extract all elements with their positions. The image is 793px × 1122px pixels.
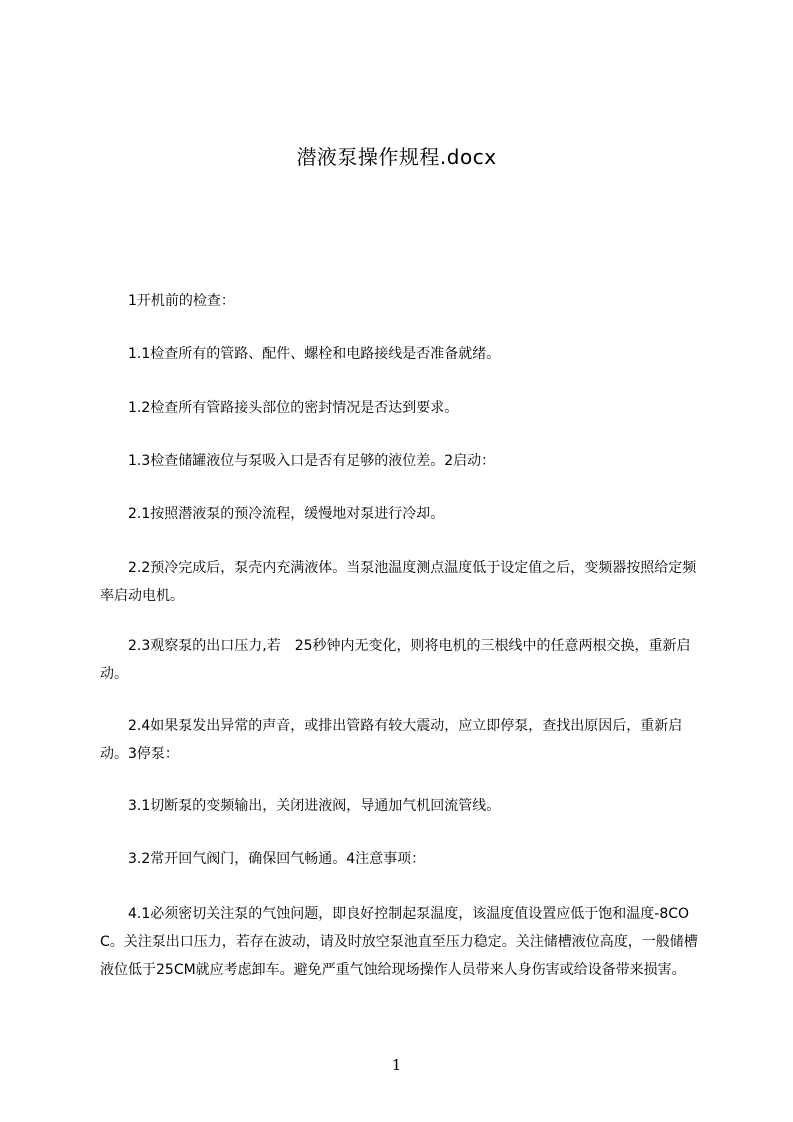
paragraph-1: 1开机前的检查： — [100, 293, 235, 309]
paragraph-2-4: 2.4如果泵发出异常的声音，或排出管路有较大震动，应立即停泵，查找出原因后，重新启动。3停泵： — [100, 718, 683, 762]
paragraph-1-3: 1.3检查储罐液位与泵吸入口是否有足够的液位差。2启动： — [100, 453, 496, 469]
paragraph-2-2: 2.2预冷完成后，泵壳内充满液体。当泵池温度测点温度低于设定值之后，变频器按照给定频率启动电机。 — [100, 560, 697, 604]
paragraph-4-1: 4.1必须密切关注泵的气蚀问题，即良好控制起泵温度，该温度值设置应低于饱和温度-8COC。关注泵出口压力，若存在波动，请及时放空泵池直至压力稳定。关注储槽液位高度，一般储槽液位低于25CM就应考虑卸车。避免严重气蚀给现场操作人员带来人身伤害或给设备带来损害。 — [100, 906, 698, 978]
document-title: 潜液泵操作规程.docx — [296, 145, 497, 169]
paragraph-2-3: 2.3观察泵的出口压力,若 25秒钟内无变化，则将电机的三根线中的任意两根交换，重新启动。 — [100, 638, 691, 682]
paragraph-1-1: 1.1检查所有的管路、配件、螺栓和电路接线是否准备就绪。 — [100, 346, 501, 362]
paragraph-3-2: 3.2常开回气阀门，确保回气畅通。4注意事项： — [100, 851, 426, 867]
paragraph-3-1: 3.1切断泵的变频输出，关闭进液阀，导通加气机回流管线。 — [100, 798, 501, 814]
paragraph-1-2: 1.2检查所有管路接头部位的密封情况是否达到要求。 — [100, 400, 459, 416]
page-number: 1 — [391, 1056, 402, 1074]
paragraph-2-1: 2.1按照潜液泵的预冷流程，缓慢地对泵进行冷却。 — [100, 506, 445, 522]
